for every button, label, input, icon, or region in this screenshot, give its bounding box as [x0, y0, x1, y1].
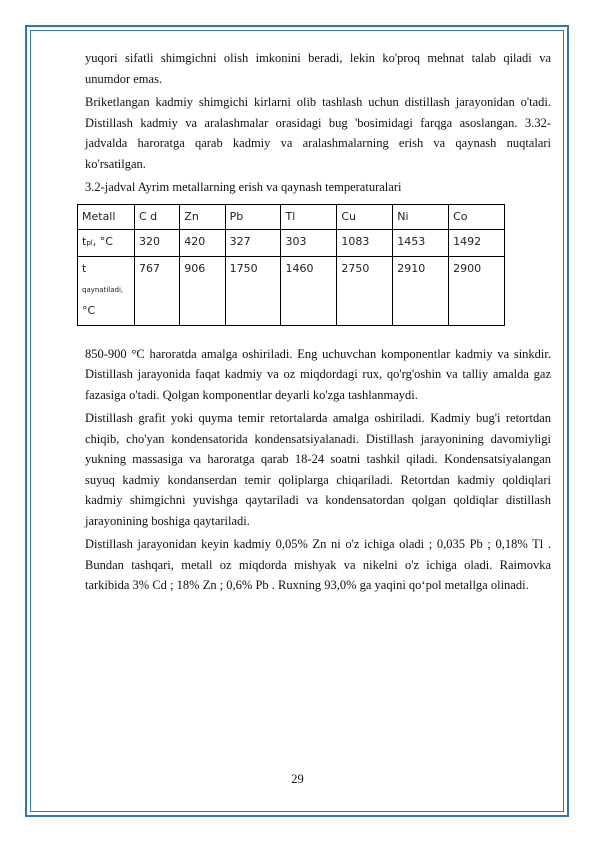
table-cell: 906: [180, 256, 225, 325]
paragraph-3: 850-900 °C haroratda amalga oshiriladi. Eng uchuvchan komponentlar kadmiy va sinkdir. Distillash jarayonida faqat kadmiy va oz miqdordagi rux, qo'rg'oshin va talliy amalda gaz fazasiga o'tadi. Qolgan komponentlar deyarli ko'zga tashlanmaydi.: [85, 346, 551, 402]
document-body: [82, 48, 551, 599]
table-cell: 1083: [337, 230, 393, 257]
table-cell: 2900: [449, 256, 505, 325]
table-header-cell: Metall: [78, 204, 135, 230]
table-cell: 420: [180, 230, 225, 257]
metals-temperature-table: [77, 204, 505, 326]
paragraph-2: Briketlangan kadmiy shimgichi kirlarni olib tashlash uchun distillash jarayonidan o'tadi. Distillash kadmiy va aralashmalar orasidagi bug 'bosimidagi farqga asoslangan. 3.32-jadvalda haroratga qarab kadmiy va aralashmalarning erish va qaynash nuqtalari ko'rsatilgan.: [85, 95, 551, 171]
row-label-boiling: t qaynatiladi, °C: [78, 256, 135, 325]
paragraph-5: Distillash jarayonidan keyin kadmiy 0,05% Zn ni o'z ichiga oladi ; 0,035 Pb ; 0,18% Tl . Bundan tashqari, metall oz miqdorda mishyak va nikelni o'z ichiga oladi. Raimovka tarkibida 3% Cd ; 18% Zn ; 0,6% Pb . Ruxning 93,0% ga yaqini qo‘pol metallga olinadi.: [85, 537, 551, 592]
table-cell: 2750: [337, 256, 393, 325]
table-cell: 2910: [393, 256, 449, 325]
table-cell: 1492: [449, 230, 505, 257]
table-header-row: [78, 204, 505, 230]
table-header-cell: Pb: [225, 204, 281, 230]
table-header-cell: Cu: [337, 204, 393, 230]
paragraph-1: yuqori sifatli shimgichni olish imkonini beradi, lekin ko'proq mehnat talab qiladi va unumdor emas.: [85, 51, 551, 86]
page-number: 29: [291, 772, 304, 786]
table-header-cell: Tl: [281, 204, 337, 230]
table-header-cell: Ni: [393, 204, 449, 230]
table-cell: 767: [135, 256, 180, 325]
table-cell: 320: [135, 230, 180, 257]
table-header-cell: C d: [135, 204, 180, 230]
table-row-boiling: [78, 256, 505, 325]
table-header-cell: Zn: [180, 204, 225, 230]
table-cell: 1750: [225, 256, 281, 325]
table-cell: 327: [225, 230, 281, 257]
table-cell: 1460: [281, 256, 337, 325]
table-caption: 3.2-jadval Ayrim metallarning erish va qaynash temperaturalari: [85, 180, 402, 194]
table-row-melting: [78, 230, 505, 257]
table-cell: 1453: [393, 230, 449, 257]
paragraph-4: Distillash grafit yoki quyma temir retortalarda amalga oshiriladi. Kadmiy bug'i retortdan chiqib, cho'yan kondensatorida kondensatsiyalanadi. Distillash jarayonining davomiyligi yukning massasiga va haroratga qarab 18-24 soatni tashkil qiladi. Kondensatsiyalangan suyuq kadmiy kondanserdan temir qoliplarga chiqariladi. Retortdan kadmiy qoldiqlari kadmiy shimgichni yuvishga qaytariladi va kondensatordan qolgan qoldiqlar distillash jarayonining boshiga qaytariladi.: [85, 411, 551, 528]
table-header-cell: Co: [449, 204, 505, 230]
table-cell: 303: [281, 230, 337, 257]
row-label-melting: tpl, °C: [78, 230, 135, 257]
